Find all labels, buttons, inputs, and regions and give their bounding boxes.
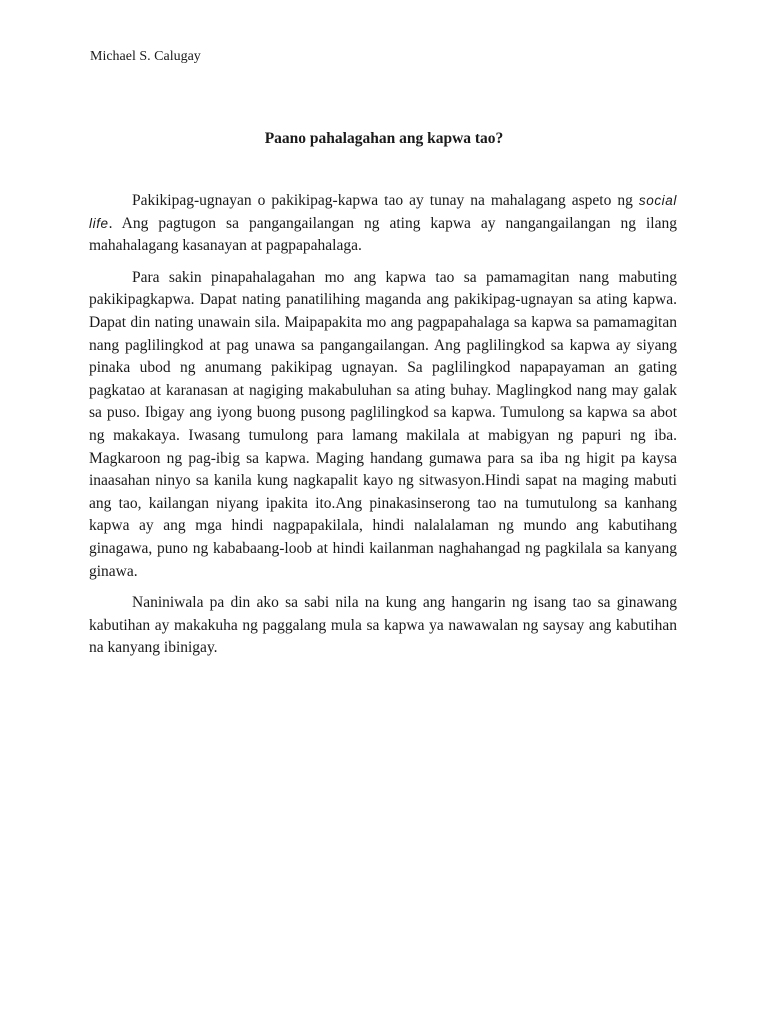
paragraph-1: [89, 190, 677, 258]
paragraph-1-emphasis: social life: [89, 193, 677, 231]
paragraph-1-text-end: . Ang pagtugon sa pangangailangan ng ating kapwa ay nangangailangan ng ilang mahahalagang kasanayan at pagpapahalaga.: [89, 214, 677, 255]
document-body: [89, 190, 677, 669]
paragraph-3: Naniniwala pa din ako sa sabi nila na kung ang hangarin ng isang tao sa ginawang kabutihan ay makakuha ng paggalang mula sa kapwa ya nawawalan ng saysay ang kabutihan na kanyang ibinigay.: [89, 594, 677, 657]
paragraph-1-text-start: Pakikipag-ugnayan o pakikipag-kapwa tao ay tunay na mahalagang aspeto ng: [132, 192, 639, 209]
author-name: Michael S. Calugay: [90, 49, 201, 64]
document-title: Paano pahalagahan ang kapwa tao?: [264, 130, 504, 147]
paragraph-2: Para sakin pinapahalagahan mo ang kapwa tao sa pamamagitan nang mabuting pakikipagkapwa. Dapat nating panatilihing maganda ang pakikipag-ugnayan sa ating kapwa. Dapat din nating unawain sila. Maipapakita mo ang pagpapahalaga sa kapwa sa pamamagitan nang paglilingkod at pag unawa sa pangangailangan. Ang paglilingkod sa kapwa ay siyang pinaka ubod ng anumang pakikipag ugnayan. Sa paglilingkod napapayaman an gating pagkatao at karanasan at nagiging makabuluhan sa ating buhay. Maglingkod nang may galak sa puso. Ibigay ang iyong buong pusong paglilingkod sa kapwa. Tumulong sa kapwa sa abot ng makakaya. Iwasang tumulong para lamang makilala at mabigyan ng papuri ng iba. Magkaroon ng pag-ibig sa kapwa. Maging handang gumawa para sa iba ng higit pa kaysa inaasahan ninyo sa kanila kung nagkapalit kayo ng sitwasyon.Hindi sapat na maging mabuti ang tao, kailangan niyang ipakita ito.Ang pinakasinserong tao na tumutulong sa kanhang kapwa ay ang mga hindi nagpapakilala, hindi nalalalaman ng mundo ang kabutihang ginagawa, puno ng kababaang-loob at hindi kailanman naghahangad ng pagkilala sa kanyang ginawa.: [89, 268, 677, 580]
